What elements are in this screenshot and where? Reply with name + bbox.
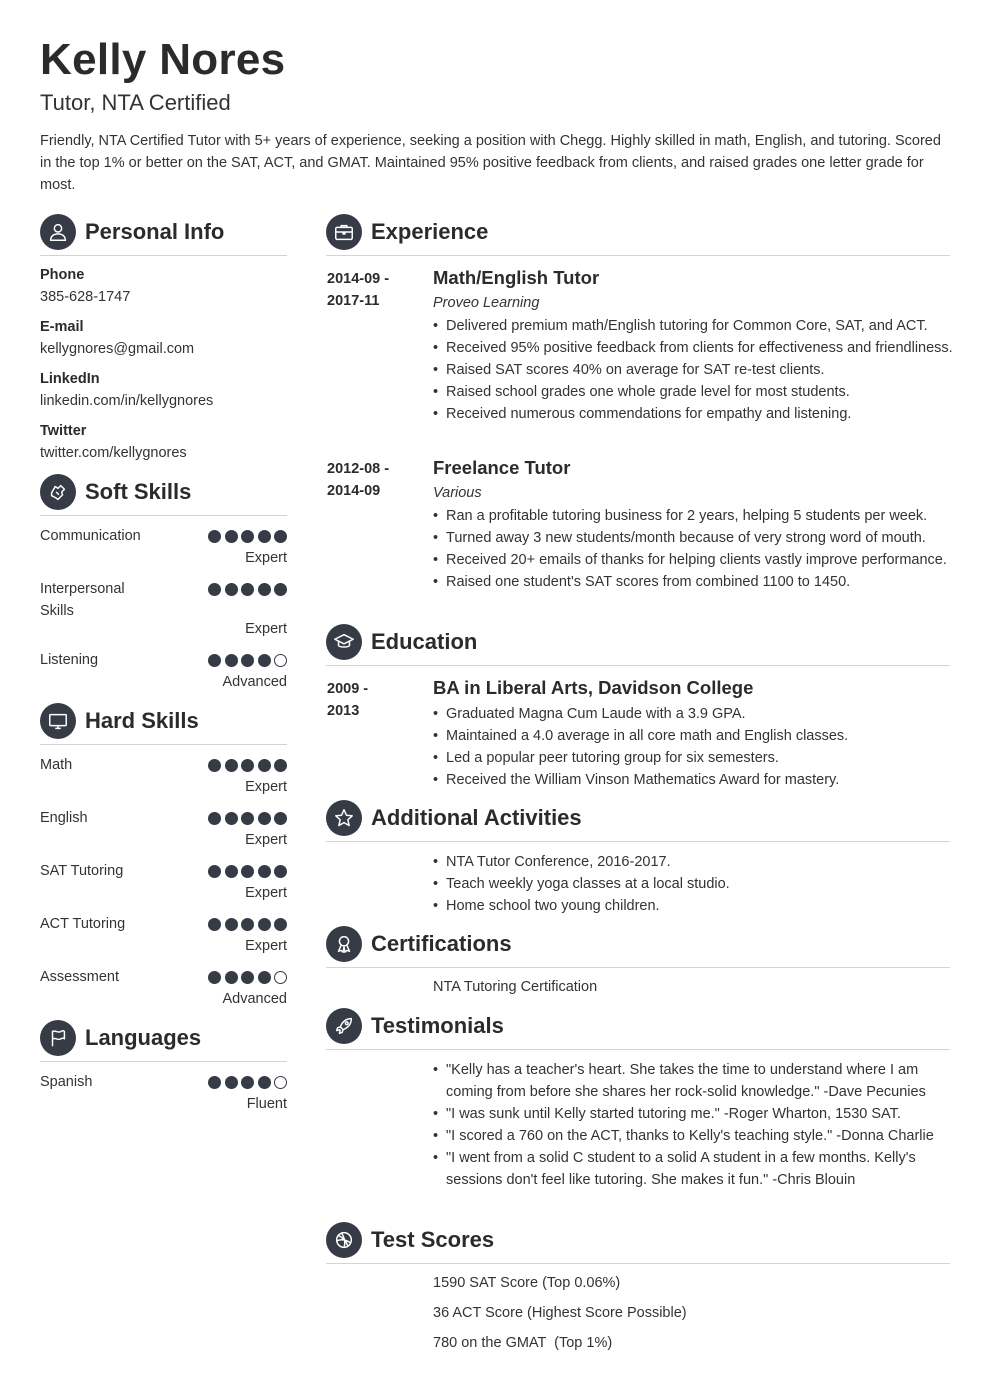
rating-dot-filled bbox=[208, 654, 221, 667]
education-bullets bbox=[433, 703, 953, 791]
list-item: • "Kelly has a teacher's heart. She takes the time to understand where I am coming from before she shares her rock-solid knowledge." -Dave Pecunies bbox=[433, 1059, 953, 1103]
skill-name: Interpersonal Skills bbox=[40, 581, 125, 619]
skill-name: SAT Tutoring bbox=[40, 863, 124, 879]
list-item: • Received 20+ emails of thanks for helping clients vastly improve performance. bbox=[433, 549, 953, 571]
rating-dot-filled bbox=[258, 1076, 271, 1089]
list-item: • Received numerous commendations for empathy and listening. bbox=[433, 403, 953, 425]
date-start: 2014-09 - bbox=[327, 271, 390, 287]
monitor-icon bbox=[40, 703, 76, 739]
section-title: Education bbox=[371, 629, 478, 654]
skill-rating bbox=[208, 918, 287, 931]
testimonial-bullets bbox=[433, 1059, 953, 1191]
skill-level: Advanced bbox=[222, 991, 287, 1007]
rating-dot-filled bbox=[208, 530, 221, 543]
personal-info-heading bbox=[40, 214, 287, 256]
rating-dot-filled bbox=[274, 865, 287, 878]
activities-bullets bbox=[433, 851, 953, 917]
list-item: • Ran a profitable tutoring business for 2 years, helping 5 students per week. bbox=[433, 505, 953, 527]
certifications-heading bbox=[326, 926, 950, 968]
list-item: • Received the William Vinson Mathematics Award for mastery. bbox=[433, 769, 953, 791]
rating-dot-filled bbox=[225, 918, 238, 931]
phone-value: 385-628-1747 bbox=[40, 289, 131, 305]
section-title: Personal Info bbox=[85, 219, 225, 244]
rating-dot-empty bbox=[274, 654, 287, 667]
rating-dot-filled bbox=[225, 759, 238, 772]
date-start: 2009 - bbox=[327, 681, 369, 697]
language-name: Spanish bbox=[40, 1074, 93, 1090]
education-heading bbox=[326, 624, 950, 666]
rating-dot-filled bbox=[241, 812, 254, 825]
list-item: • "I was sunk until Kelly started tutoring me." -Roger Wharton, 1530 SAT. bbox=[433, 1103, 953, 1125]
rating-dot-filled bbox=[274, 812, 287, 825]
language-rating bbox=[208, 1076, 287, 1089]
rating-dot-filled bbox=[274, 918, 287, 931]
date-start: 2012-08 - bbox=[327, 461, 390, 477]
star-icon bbox=[326, 800, 362, 836]
skill-rating bbox=[208, 759, 287, 772]
employer: Various bbox=[433, 485, 482, 501]
skill-rating bbox=[208, 654, 287, 667]
certification-item: NTA Tutoring Certification bbox=[433, 979, 598, 995]
rocket-icon bbox=[326, 1008, 362, 1044]
flag-icon bbox=[40, 1020, 76, 1056]
rating-dot-filled bbox=[225, 583, 238, 596]
section-title: Experience bbox=[371, 219, 489, 244]
rating-dot-filled bbox=[208, 759, 221, 772]
entry-date bbox=[327, 458, 417, 502]
rating-dot-filled bbox=[225, 812, 238, 825]
rating-dot-filled bbox=[208, 971, 221, 984]
linkedin-value: linkedin.com/in/kellygnores bbox=[40, 393, 214, 409]
entry-date bbox=[327, 678, 417, 722]
degree-title: BA in Liberal Arts, Davidson College bbox=[433, 677, 754, 698]
twitter-value: twitter.com/kellygnores bbox=[40, 445, 187, 461]
languages-heading bbox=[40, 1020, 287, 1062]
rating-dot-filled bbox=[241, 971, 254, 984]
skill-name: ACT Tutoring bbox=[40, 916, 126, 932]
section-title: Soft Skills bbox=[85, 479, 192, 504]
skill-name: Assessment bbox=[40, 969, 119, 985]
rating-dot-filled bbox=[225, 865, 238, 878]
rating-dot-filled bbox=[208, 583, 221, 596]
test-score-item: 780 on the GMAT (Top 1%) bbox=[433, 1335, 613, 1351]
date-end: 2014-09 bbox=[327, 483, 381, 499]
rating-dot-filled bbox=[208, 918, 221, 931]
rating-dot-filled bbox=[258, 971, 271, 984]
list-item: • Raised SAT scores 40% on average for SAT re-test clients. bbox=[433, 359, 953, 381]
list-item: • NTA Tutor Conference, 2016-2017. bbox=[433, 851, 953, 873]
section-title: Hard Skills bbox=[85, 708, 199, 733]
rating-dot-filled bbox=[241, 583, 254, 596]
experience-heading bbox=[326, 214, 950, 256]
list-item: • Graduated Magna Cum Laude with a 3.9 GPA. bbox=[433, 703, 953, 725]
skill-name: Listening bbox=[40, 652, 99, 668]
skill-name: English bbox=[40, 810, 88, 826]
rating-dot-filled bbox=[241, 654, 254, 667]
rating-dot-filled bbox=[274, 759, 287, 772]
soft-skills-heading bbox=[40, 474, 287, 516]
rating-dot-filled bbox=[225, 654, 238, 667]
summary-text: Friendly, NTA Certified Tutor with 5+ years of experience, seeking a position with Chegg. Highly skilled in math, English, and tutoring. Scored in the top 1% or better on the SAT, ACT, and GMAT. Maintained 95% positive feedback from clients, and raised grades one letter grade for most. bbox=[40, 133, 941, 193]
email-label: E-mail bbox=[40, 319, 84, 335]
rating-dot-filled bbox=[258, 918, 271, 931]
email-value: kellygnores@gmail.com bbox=[40, 341, 195, 357]
rating-dot-filled bbox=[258, 530, 271, 543]
skill-rating bbox=[208, 530, 287, 543]
rating-dot-empty bbox=[274, 971, 287, 984]
list-item: • Raised school grades one whole grade level for most students. bbox=[433, 381, 953, 403]
handshake-icon bbox=[40, 474, 76, 510]
list-item: • Turned away 3 new students/month because of very strong word of mouth. bbox=[433, 527, 953, 549]
list-item: • Teach weekly yoga classes at a local studio. bbox=[433, 873, 953, 895]
skill-level: Expert bbox=[245, 779, 287, 795]
briefcase-icon bbox=[326, 214, 362, 250]
rating-dot-filled bbox=[258, 654, 271, 667]
date-end: 2017-11 bbox=[327, 293, 380, 309]
list-item: • Led a popular peer tutoring group for six semesters. bbox=[433, 747, 953, 769]
language-level: Fluent bbox=[246, 1096, 287, 1112]
skill-level: Expert bbox=[245, 832, 287, 848]
section-title: Languages bbox=[85, 1025, 202, 1050]
list-item: • Raised one student's SAT scores from combined 1100 to 1450. bbox=[433, 571, 953, 593]
rating-dot-filled bbox=[258, 759, 271, 772]
section-title: Test Scores bbox=[371, 1227, 495, 1252]
skill-rating bbox=[208, 971, 287, 984]
rating-dot-filled bbox=[208, 812, 221, 825]
ball-icon bbox=[326, 1222, 362, 1258]
rating-dot-filled bbox=[274, 530, 287, 543]
test-scores-heading bbox=[326, 1222, 950, 1264]
job-bullets bbox=[433, 315, 953, 425]
skill-rating bbox=[208, 583, 287, 596]
candidate-name: Kelly Nores bbox=[40, 35, 286, 84]
resume-header bbox=[40, 34, 952, 196]
date-end: 2013 bbox=[327, 703, 360, 719]
rating-dot-empty bbox=[274, 1076, 287, 1089]
job-bullets bbox=[433, 505, 953, 593]
rating-dot-filled bbox=[241, 530, 254, 543]
user-icon bbox=[40, 214, 76, 250]
skill-rating bbox=[208, 865, 287, 878]
skill-name: Math bbox=[40, 757, 73, 773]
rating-dot-filled bbox=[225, 530, 238, 543]
list-item: • "I scored a 760 on the ACT, thanks to Kelly's teaching style." -Donna Charlie bbox=[433, 1125, 953, 1147]
list-item: • Home school two young children. bbox=[433, 895, 953, 917]
phone-label: Phone bbox=[40, 267, 85, 283]
skill-level: Expert bbox=[245, 621, 287, 637]
test-score-item: 1590 SAT Score (Top 0.06%) bbox=[433, 1275, 621, 1291]
entry-date bbox=[327, 268, 417, 312]
rating-dot-filled bbox=[258, 865, 271, 878]
testimonials-heading bbox=[326, 1008, 950, 1050]
rating-dot-filled bbox=[208, 865, 221, 878]
rating-dot-filled bbox=[258, 812, 271, 825]
section-title: Certifications bbox=[371, 931, 512, 956]
activities-heading bbox=[326, 800, 950, 842]
rating-dot-filled bbox=[241, 918, 254, 931]
skill-level: Advanced bbox=[222, 674, 287, 690]
rating-dot-filled bbox=[241, 759, 254, 772]
rating-dot-filled bbox=[241, 865, 254, 878]
graduation-cap-icon bbox=[326, 624, 362, 660]
job-title: Freelance Tutor bbox=[433, 457, 571, 478]
skill-rating bbox=[208, 812, 287, 825]
list-item: • "I went from a solid C student to a solid A student in a few months. Kelly's sessions don't feel like tutoring. She makes it fun." -Chris Blouin bbox=[433, 1147, 953, 1191]
candidate-title: Tutor, NTA Certified bbox=[40, 90, 231, 115]
award-icon bbox=[326, 926, 362, 962]
test-score-item: 36 ACT Score (Highest Score Possible) bbox=[433, 1305, 687, 1321]
rating-dot-filled bbox=[225, 971, 238, 984]
rating-dot-filled bbox=[208, 1076, 221, 1089]
list-item: • Delivered premium math/English tutoring for Common Core, SAT, and ACT. bbox=[433, 315, 953, 337]
rating-dot-filled bbox=[225, 1076, 238, 1089]
linkedin-label: LinkedIn bbox=[40, 371, 100, 387]
skill-level: Expert bbox=[245, 550, 287, 566]
rating-dot-filled bbox=[258, 583, 271, 596]
rating-dot-filled bbox=[241, 1076, 254, 1089]
job-title: Math/English Tutor bbox=[433, 267, 600, 288]
section-title: Additional Activities bbox=[371, 805, 582, 830]
rating-dot-filled bbox=[274, 583, 287, 596]
list-item: • Maintained a 4.0 average in all core math and English classes. bbox=[433, 725, 953, 747]
skill-level: Expert bbox=[245, 938, 287, 954]
employer: Proveo Learning bbox=[433, 295, 540, 311]
hard-skills-heading bbox=[40, 703, 287, 745]
skill-name: Communication bbox=[40, 528, 141, 544]
section-title: Testimonials bbox=[371, 1013, 504, 1038]
twitter-label: Twitter bbox=[40, 423, 87, 439]
skill-level: Expert bbox=[245, 885, 287, 901]
list-item: • Received 95% positive feedback from clients for effectiveness and friendliness. bbox=[433, 337, 953, 359]
